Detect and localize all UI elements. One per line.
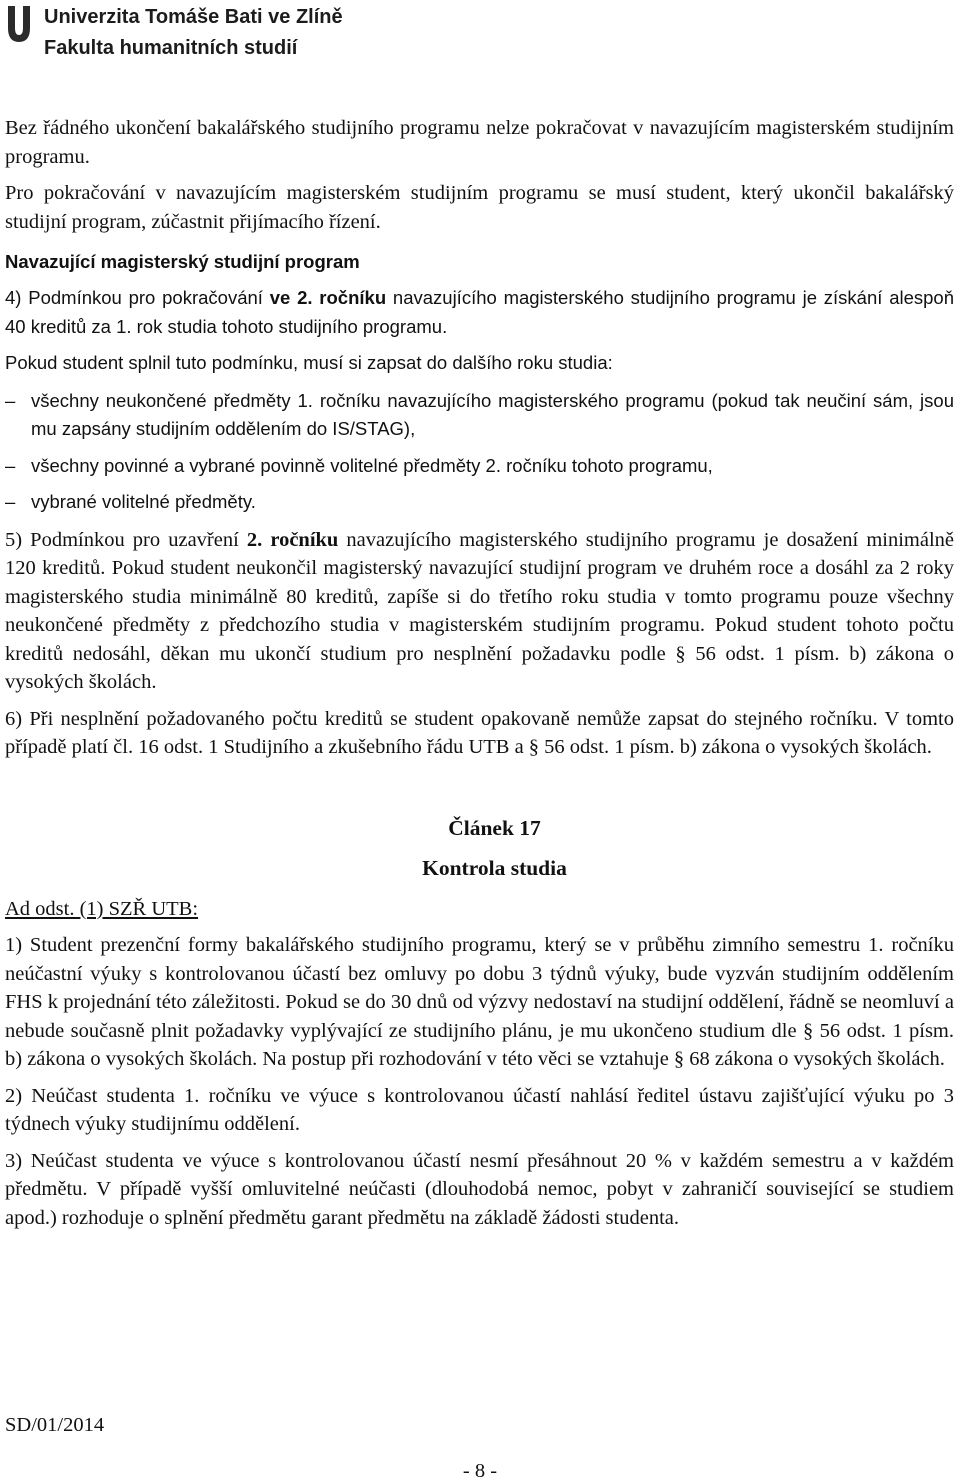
section-heading: Navazující magisterský studijní program [5, 251, 360, 272]
ad-label: Ad odst. (1) SZŘ UTB: [5, 897, 199, 920]
paragraph: 6) Při nesplnění požadovaného počtu kreditů se student opakovaně nemůže zapsat do stejného ročníku. V tomto případě platí čl. 16 odst. 1 Studijního a zkušebního řádu UTB a § 56 odst. 1 písm. b) zákona o vysokých školách. [5, 707, 954, 758]
paragraph: Pokud student splnil tuto podmínku, musí si zapsat do dalšího roku studia: [5, 352, 613, 373]
article-title: Kontrola studia [422, 855, 567, 880]
paragraph: Pro pokračování v navazujícím magisterském studijním programu se musí student, který ukončil bakalářský studijní program, zúčastnit přijímacího řízení. [5, 182, 954, 233]
list-item: – všechny povinné a vybrané povinně volitelné předměty 2. ročníku tohoto programu, [5, 454, 713, 476]
document-body [5, 114, 954, 1232]
list-item: – vybrané volitelné předměty. [5, 491, 256, 512]
paragraph: 3) Neúčast studenta ve výuce s kontrolovanou účastí nesmí přesáhnout 20 % v každém semestru a v každém předmětu. V případě vyšší omluvitelné neúčasti (dlouhodobá nemoc, pobyt v zahraničí související se studiem apod.) rozhoduje o splnění předmětu garant předmětu na základě žádosti studenta. [5, 1149, 954, 1229]
paragraph: Bez řádného ukončení bakalářského studijního programu nelze pokračovat v navazujícím magisterském studijním programu. [5, 117, 954, 168]
paragraph: 5) Podmínkou pro uzavření 2. ročníku navazujícího magisterského studijního programu je dosažení minimálně 120 kreditů. Pokud student neukončil magisterský navazující studijní program ve druhém roce a dosáhl za 2 roky magisterského studia minimálně 80 kreditů, zapíše si do třetího roku studia v tomto programu pouze všechny neukončené předměty z předchozího studia v magisterském studijním programu. Pokud student tohoto počtu kreditů nedosáhl, děkan mu ukončí studium pro nesplnění požadavku podle § 56 odst. 1 písm. b) zákona o vysokých školách. [5, 528, 955, 693]
paragraph: 4) Podmínkou pro pokračování ve 2. ročníku navazujícího magisterského studijního programu je získání alespoň 40 kreditů za 1. rok studia tohoto studijního programu. [5, 287, 954, 337]
document-code: SD/01/2014 [5, 1414, 105, 1436]
article-number: Článek 17 [448, 815, 541, 840]
paragraph: 2) Neúčast studenta 1. ročníku ve výuce s kontrolovanou účastí nahlásí ředitel ústavu zajišťující výuku po 3 týdnech výuky studijnímu oddělení. [5, 1084, 954, 1135]
university-logo-icon [6, 4, 32, 44]
paragraph: 1) Student prezenční formy bakalářského studijního programu, který se v průběhu zimního semestru 1. ročníku neúčastní výuky s kontrolovanou účastí bez omluvy po dobu 3 týdnů výuky, bude vyzván studijním oddělením FHS k projednání této záležitosti. Pokud se do 30 dnů od výzvy nedostaví na studijní oddělení, řádně se neomluví a nebude současně plnit požadavky vyplývající ze studijního plánu, je mu ukončeno studium dle § 56 odst. 1 písm. b) zákona o vysokých školách. Na postup při rozhodování v této věci se vztahuje § 68 zákona o vysokých školách. [5, 934, 954, 1070]
page-number: - 8 - [462, 1460, 498, 1482]
faculty-name: Fakulta humanitních studií [44, 37, 298, 59]
list-item: – všechny neukončené předměty 1. ročníku navazujícího magisterského programu (pokud tak neučiní sám, jsou mu zapsány studijním oddělením do IS/STAG), [5, 389, 954, 439]
university-name: Univerzita Tomáše Bati ve Zlíně [44, 6, 343, 28]
